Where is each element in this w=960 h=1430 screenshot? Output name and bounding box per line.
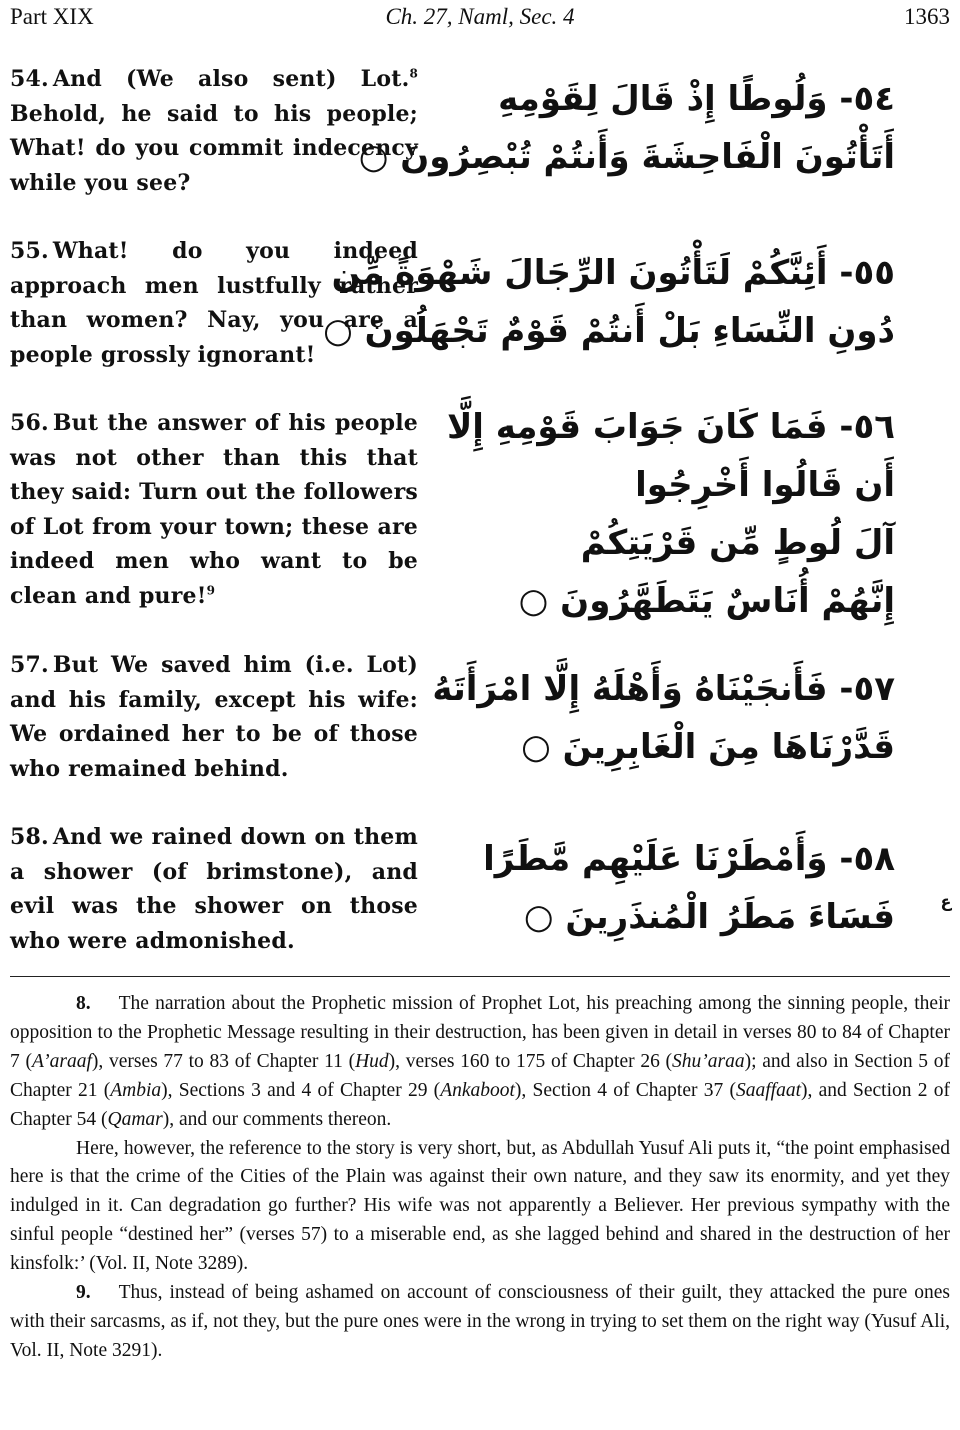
verse-text-continued: Behold, he said to his people; What! do you commit indecency while you see?	[10, 100, 418, 196]
surah-name: Shu’araa	[672, 1050, 745, 1072]
verse-text: What! do you indeed approach men lustfully rather than women? Nay, you are a people grossly ignorant!	[10, 238, 418, 368]
surah-name: A’araaf	[31, 1050, 92, 1072]
arabic-line: آلَ لُوطٍ مِّن قَرْيَتِكُمْ	[580, 523, 895, 563]
arabic-line: ٥٨- وَأَمْطَرْنَا عَلَيْهِم مَّطَرًا	[483, 839, 895, 879]
footnote-8-continued: Here, however, the reference to the story is very short, but, as Abdullah Yusuf Ali puts it, “the point emphasised here is that the crime of the Cities of the Plain was against their own nature, and they saw its enormity, and yet they indulged in it. Can degradation go further? His wife was not apparently a Believer. Her previous sympathy with the sinful people “destined her” (verses 57) to a miserable end, as she lagged behind and shared in the destruction of her kinsfolk:’ (Vol. II, Note 3289).	[10, 1137, 950, 1275]
footnote-text: ), and Section 2 of Chapter 54 (	[10, 1079, 950, 1130]
footnote-text: ), Sections 3 and 4 of Chapter 29 (	[161, 1079, 441, 1101]
verse-text: But the answer of his people was not other than this that they said: Turn out the followers of Lot from your town; these are indeed men who want to be clean and pure!	[10, 410, 418, 609]
verse-text: And (We also sent) Lot.	[52, 66, 410, 92]
verse-58-arabic	[450, 830, 895, 946]
verse-number: 54.	[10, 66, 49, 92]
verse-55-arabic	[323, 244, 895, 360]
verse-number: 55.	[10, 238, 49, 264]
verse-text: But We saved him (i.e. Lot) and his family, except his wife: We ordained her to be of those who remained behind.	[10, 652, 418, 782]
surah-name: Ankaboot	[440, 1079, 515, 1101]
verse-57-arabic	[432, 660, 895, 776]
footnote-8	[10, 990, 950, 1135]
footnote-text: ), verses 77 to 83 of Chapter 11 (	[91, 1050, 356, 1072]
footnote-text: ); and also in Section 5 of Chapter 21 (	[10, 1050, 950, 1101]
verse-text: And we rained down on them a shower (of brimstone), and evil was the shower on those who were admonished.	[10, 824, 418, 954]
verse-56-arabic	[446, 398, 895, 630]
footnote-text: ), Section 4 of Chapter 37 (	[514, 1079, 736, 1101]
verse-56-translation	[10, 406, 418, 613]
footnote-number: 9.	[76, 1282, 91, 1304]
footnotes	[10, 990, 950, 1366]
footnote-text: Thus, instead of being ashamed on account of consciousness of their guilt, they attacked the pure ones with their sarcasms, as if, not they, but the pure ones were in the wrong in trying to set them on the right way (Yusuf Ali, Vol. II, Note 3291).	[10, 1282, 950, 1361]
arabic-line: ٥٦- فَمَا كَانَ جَوَابَ قَوْمِهِ إِلَّا	[446, 407, 895, 447]
arabic-line: أَن قَالُوا أَخْرِجُوا	[635, 465, 895, 505]
verse-58-translation	[10, 820, 418, 958]
surah-name: Hud	[355, 1050, 389, 1072]
running-header	[10, 4, 950, 34]
surah-name: Qamar	[107, 1108, 163, 1130]
section-end-marker: ع	[940, 892, 952, 911]
arabic-line: فَسَاءَ مَطَرُ الْمُنذَرِينَ ○	[523, 897, 895, 937]
arabic-line: ٥٤- وَلُوطًا إِذْ قَالَ لِقَوْمِهِ	[498, 79, 895, 119]
surah-name: Ambia	[110, 1079, 162, 1101]
page-number: 1363	[904, 4, 950, 29]
verse-54-translation	[10, 62, 418, 200]
part-label: Part XIX	[10, 4, 94, 29]
chapter-title: Ch. 27, Naml, Sec. 4	[385, 4, 575, 29]
verse-57-translation	[10, 648, 418, 786]
footnote-divider	[10, 976, 950, 977]
arabic-line: ٥٥- أَئِنَّكُمْ لَتَأْتُونَ الرِّجَالَ شَهْوَةً مِّن	[331, 253, 895, 293]
arabic-line: قَدَّرْنَاهَا مِنَ الْغَابِرِينَ ○	[521, 727, 895, 767]
arabic-line: إِنَّهُمْ أُنَاسٌ يَتَطَهَّرُونَ ○	[518, 581, 895, 621]
verse-54-arabic	[358, 70, 895, 186]
footnote-text: The narration about the Prophetic mission of Prophet Lot, his preaching among the sinning people, their opposition to the Prophetic Message resulting in their destruction, has been given in detail in verses 80 to 84 of Chapter 7 (	[10, 993, 950, 1072]
arabic-line: ٥٧- فَأَنجَيْنَاهُ وَأَهْلَهُ إِلَّا امْرَأَتَهُ	[432, 669, 895, 709]
footnote-text: ), verses 160 to 175 of Chapter 26 (	[388, 1050, 673, 1072]
footnote-ref[interactable]: 9	[206, 583, 216, 598]
footnote-number: 8.	[76, 993, 91, 1014]
verse-number: 58.	[10, 824, 49, 850]
arabic-line: أَتَأْتُونَ الْفَاحِشَةَ وَأَنتُمْ تُبْصِرُونَ ○	[358, 137, 895, 177]
footnote-text: ), and our comments thereon.	[162, 1108, 392, 1130]
footnote-ref[interactable]: 8	[409, 66, 418, 81]
surah-name: Saaffaat	[735, 1079, 801, 1101]
footnote-9	[10, 1279, 950, 1366]
verse-number: 56.	[10, 410, 49, 436]
arabic-line: دُونِ النِّسَاءِ بَلْ أَنتُمْ قَوْمٌ تَجْهَلُونَ ○	[323, 311, 895, 351]
verse-number: 57.	[10, 652, 49, 678]
